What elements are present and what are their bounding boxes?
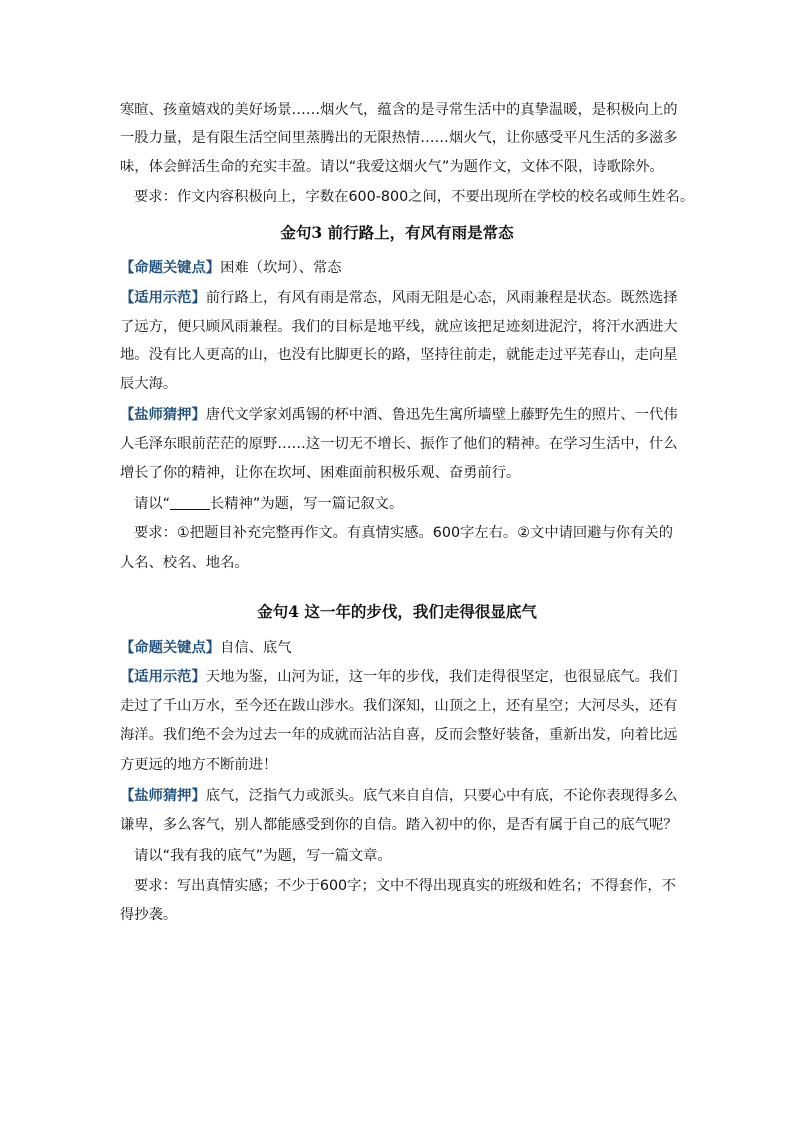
s3-prompt-pre: 请以“ (134, 496, 171, 512)
s3-guess-tag: 【盐师猜押】 (120, 407, 206, 423)
s4-guess-text-1: 底气，泛指气力或派头。底气来自自信，只要心中有底，不论你表现得多么 (205, 788, 678, 804)
s3-key-point (120, 258, 342, 278)
s4-example-line-1 (120, 667, 678, 687)
s3-example-line-3: 地。没有比人更高的山，也没有比脚更长的路，坚持往前走，就能走过平芜春山，走向星 (120, 347, 678, 363)
s3-key-point-tag: 【命题关键点】 (120, 260, 221, 276)
intro-line-3: 味，体会鲜活生命的充实丰盈。请以“我爱这烟火气”为题作文，文体不限，诗歌除外。 (120, 159, 664, 175)
s3-example-tag: 【适用示范】 (120, 290, 206, 306)
s3-example-line-4: 辰大海。 (120, 376, 178, 392)
s3-example-line-2: 了远方，便只顾风雨兼程。我们的目标是地平线，就应该把足迹刻进泥泞，将汗水洒进大 (120, 319, 678, 335)
section-3-title: 金句3 前行路上，有风有雨是常态 (280, 223, 514, 242)
s3-key-point-text: 困难（坎坷）、常态 (220, 260, 342, 276)
s3-example-text-1: 前行路上，有风有雨是常态，风雨无阻是心态，风雨兼程是状态。既然选择 (205, 290, 678, 306)
s3-guess-line-1 (120, 405, 678, 425)
s3-guess-line-2: 人毛泽东眼前茫茫的原野……这一切无不增长、振作了他们的精神。在学习生活中，什么 (120, 436, 678, 452)
intro-line-2: 一股力量，是有限生活空间里蒸腾出的无限热情……烟火气，让你感受平凡生活的多滋多 (120, 130, 678, 146)
s3-guess-text-1: 唐代文学家刘禹锡的杯中酒、鲁迅先生寓所墙壁上藤野先生的照片、一代伟 (205, 407, 678, 423)
s4-example-text-1: 天地为鉴，山河为证，这一年的步伐，我们走得很坚定，也很显底气。我们 (205, 669, 678, 685)
s4-example-line-2: 走过了千山万水，至今还在跋山涉水。我们深知，山顶之上，还有星空；大河尽头，还有 (120, 698, 678, 714)
s4-example-tag: 【适用示范】 (120, 669, 206, 685)
intro-requirement: 要求：作文内容积极向上，字数在600-800之间，不要出现所在学校的校名或师生姓名。 (134, 189, 695, 205)
s4-key-point-tag: 【命题关键点】 (120, 640, 221, 656)
blank-underline (170, 495, 210, 510)
s4-key-point-text: 自信、底气 (220, 640, 292, 656)
s4-guess-tag: 【盐师猜押】 (120, 788, 206, 804)
s3-requirement-line-1: 要求：①把题目补充完整再作文。有真情实感。600字左右。②文中请回避与你有关的 (134, 525, 674, 541)
s4-requirement-line-1: 要求：写出真情实感；不少于600字；文中不得出现真实的班级和姓名；不得套作，不 (134, 878, 676, 894)
s4-guess-line-1 (120, 786, 678, 806)
s3-guess-line-3: 增长了你的精神，让你在坎坷、困难面前积极乐观、奋勇前行。 (120, 465, 521, 481)
intro-line-1: 寒暄、孩童嬉戏的美好场景……烟火气，蕴含的是寻常生活中的真挚温暖，是积极向上的 (120, 102, 678, 118)
s4-example-line-4: 方更远的地方不断前进！ (120, 757, 278, 773)
s4-prompt: 请以“我有我的底气”为题，写一篇文章。 (134, 848, 392, 864)
s3-requirement-line-2: 人名、校名、地名。 (120, 555, 249, 571)
s3-prompt-post: 长精神”为题，写一篇记叙文。 (210, 496, 404, 512)
s4-requirement-line-2: 得抄袭。 (120, 907, 178, 923)
s4-guess-line-2: 谦卑，多么客气，别人都能感受到你的自信。踏入初中的你，是否有属于自己的底气呢？ (120, 817, 678, 833)
s3-example-line-1 (120, 288, 678, 308)
s4-example-line-3: 海洋。我们绝不会为过去一年的成就而沾沾自喜，反而会整好装备，重新出发，向着比远 (120, 727, 678, 743)
s3-prompt (134, 494, 403, 514)
section-4-title: 金句4 这一年的步伐，我们走得很显底气 (257, 602, 537, 621)
s4-key-point (120, 638, 292, 658)
